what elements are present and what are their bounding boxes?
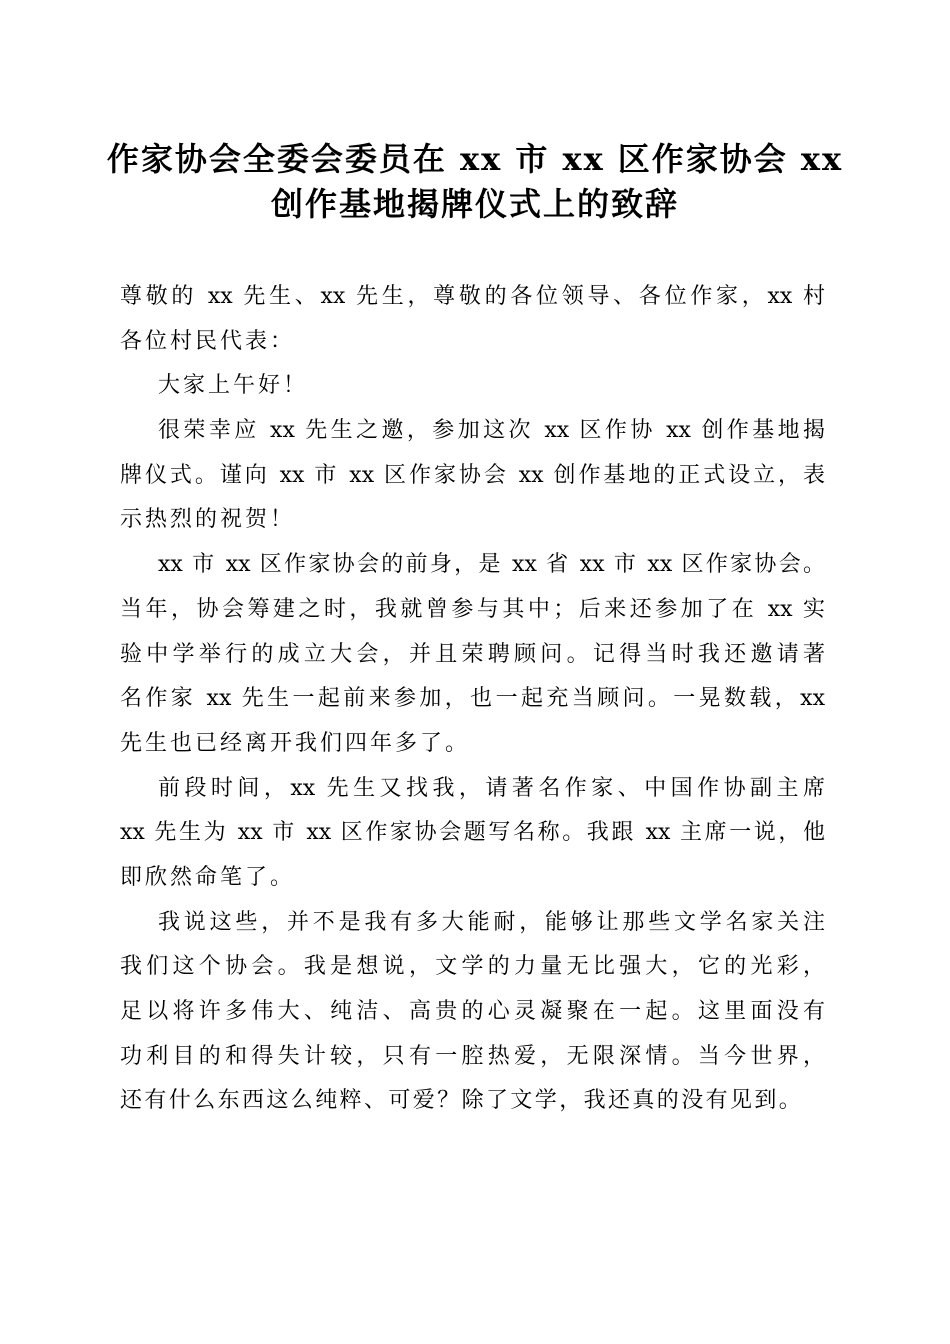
text-line: 前段时间，xx 先生又找我，请著名作家、中国作协副主席: [158, 775, 825, 801]
text-line: 尊敬的 xx 先生、xx 先生，尊敬的各位领导、各位作家，xx 村: [120, 284, 825, 309]
text-line: 足以将许多伟大、纯洁、高贵的心灵凝聚在一起。这里面没有: [120, 999, 825, 1024]
text-line: 功利目的和得失计较，只有一腔热爱，无限深情。当今世界，: [120, 1043, 825, 1069]
text-line: xx 市 xx 区作家协会的前身，是 xx 省 xx 市 xx 区作家协会。: [158, 552, 825, 578]
paragraph-history: [120, 543, 825, 766]
text-line: 大家上午好！: [158, 373, 309, 399]
paragraph-salutation: [120, 275, 825, 364]
paragraph-literature: [120, 901, 825, 1124]
text-line: 名作家 xx 先生一起前来参加，也一起充当顾问。一晃数载，xx: [120, 686, 825, 712]
document-title: [100, 137, 850, 227]
text-line: 牌仪式。谨向 xx 市 xx 区作家协会 xx 创作基地的正式设立，表: [120, 462, 825, 488]
text-line: 还有什么东西这么纯粹、可爱？除了文学，我还真的没有见到。: [120, 1088, 804, 1114]
text-line: 先生也已经离开我们四年多了。: [120, 730, 471, 756]
text-line: 示热烈的祝贺！: [120, 507, 296, 533]
text-line: 我说这些，并不是我有多大能耐，能够让那些文学名家关注: [158, 909, 825, 935]
title-line-2: 创作基地揭牌仪式上的致辞: [270, 185, 679, 223]
title-line-1: 作家协会全委会委员在 xx 市 xx 区作家协会 xx: [106, 140, 844, 178]
text-line: xx 先生为 xx 市 xx 区作家协会题写名称。我跟 xx 主席一说，他: [120, 820, 825, 846]
paragraph-congratulation: [120, 409, 825, 543]
text-line: 很荣幸应 xx 先生之邀，参加这次 xx 区作协 xx 创作基地揭: [158, 418, 825, 444]
text-line: 即欣然命笔了。: [120, 864, 296, 890]
paragraph-greeting: [120, 364, 825, 409]
text-line: 各位村民代表：: [120, 328, 296, 354]
document-body: [120, 275, 825, 1124]
text-line: 当年，协会筹建之时，我就曾参与其中；后来还参加了在 xx 实: [120, 596, 825, 622]
text-line: 验中学举行的成立大会，并且荣聘顾问。记得当时我还邀请著: [120, 641, 825, 667]
text-line: 我们这个协会。我是想说，文学的力量无比强大，它的光彩，: [120, 954, 825, 980]
paragraph-inscription: [120, 767, 825, 901]
